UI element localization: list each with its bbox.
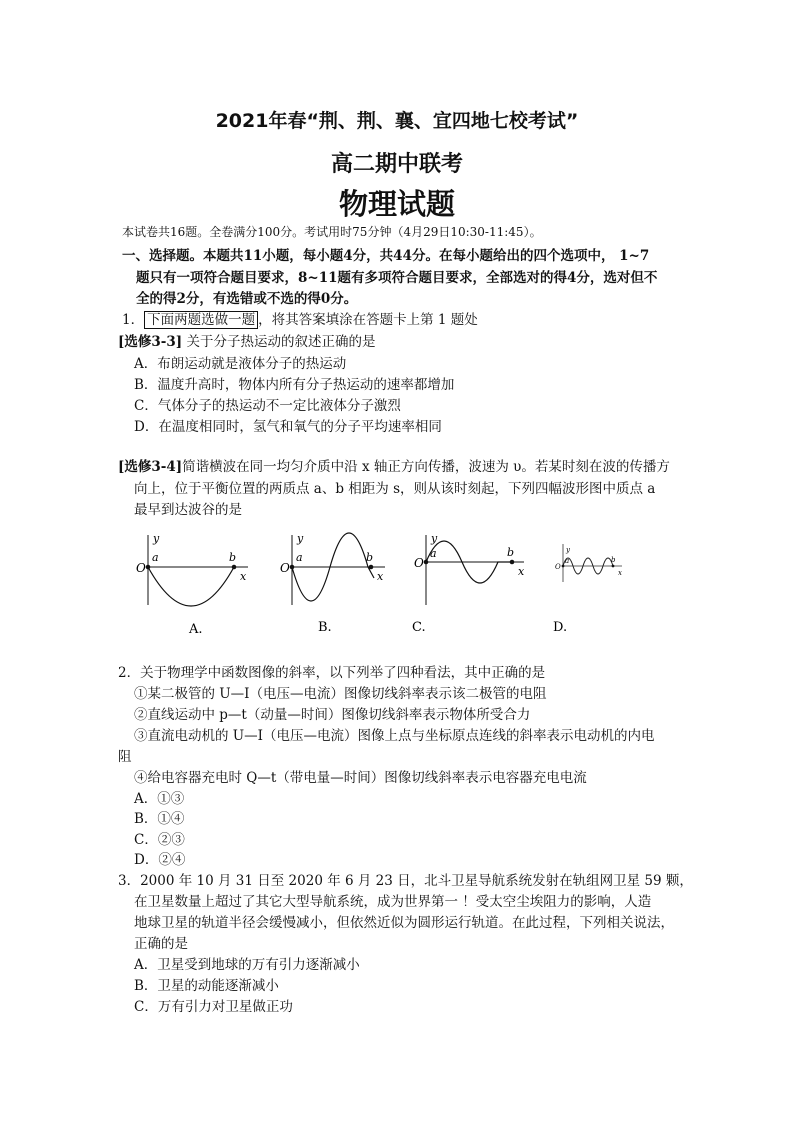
wave-graph-c bbox=[412, 532, 525, 635]
graph-c-y-label: y bbox=[431, 532, 438, 545]
graph-c-point-a bbox=[424, 560, 429, 565]
graph-c-option-label: C. bbox=[412, 620, 426, 635]
graph-a-y-label: y bbox=[153, 532, 160, 545]
q1a-text: 关于分子热运动的叙述正确的是 bbox=[182, 334, 376, 350]
q1b-stem-line2: 向上，位于平衡位置的两质点 a、b 相距为 s，则从该时刻起，下列四幅波形图中质点 a bbox=[134, 481, 656, 497]
section-heading-line1: 一、选择题。本题共11小题，每小题4分，共44分。在每小题给出的四个选项中， 1~7 bbox=[122, 248, 650, 264]
graph-d-option-label: D. bbox=[553, 620, 568, 635]
subject-title: 物理试题 bbox=[338, 187, 455, 221]
graph-a-b-label: b bbox=[229, 551, 237, 564]
q2-item-2: ②直线运动中 p—t（动量—时间）图像切线斜率表示物体所受合力 bbox=[134, 707, 531, 723]
graph-d-point-a bbox=[562, 565, 565, 568]
q1a-stem bbox=[118, 330, 375, 350]
q1a-option-d: D．在温度相同时，氢气和氧气的分子平均速率相同 bbox=[134, 419, 442, 435]
q2-item-3-cont: 阻 bbox=[118, 749, 132, 765]
q3-option-a: A．卫星受到地球的万有引力逐渐减小 bbox=[134, 957, 360, 973]
q1a-tag: [选修3-3] bbox=[118, 334, 183, 350]
graph-a-option-label: A. bbox=[189, 622, 203, 637]
wave-graph-b bbox=[280, 532, 385, 635]
q3-stem-line1: 3．2000 年 10 月 31 日至 2020 年 6 月 23 日，北斗卫星导航系统发射在轨组网卫星 59 颗， bbox=[118, 873, 693, 889]
graph-a-point-a bbox=[146, 565, 151, 570]
q2-option-b: B．①④ bbox=[134, 811, 185, 827]
q2-item-4: ④给电容器充电时 Q—t（带电量—时间）图像切线斜率表示电容器充电电流 bbox=[134, 770, 587, 786]
graph-b-y-label: y bbox=[297, 532, 304, 545]
q2-option-c: C．②③ bbox=[134, 832, 185, 848]
graph-b-x-label: x bbox=[377, 570, 384, 583]
graph-d-point-b bbox=[612, 565, 615, 568]
graph-d-origin-label: O bbox=[555, 563, 561, 571]
q2-option-d: D．②④ bbox=[134, 852, 186, 868]
q1b-stem-line1 bbox=[118, 455, 670, 475]
graph-a-a-label: a bbox=[152, 551, 159, 564]
graph-b-a-label: a bbox=[296, 551, 303, 564]
graph-c-point-b bbox=[510, 560, 515, 565]
graph-c-origin-label: O bbox=[414, 556, 424, 570]
q1a-option-c: C．气体分子的热运动不一定比液体分子激烈 bbox=[134, 398, 401, 414]
graph-b-option-label: B. bbox=[318, 620, 332, 635]
section-heading-line3: 全的得2分，有选错或不选的得0分。 bbox=[136, 291, 358, 307]
q1b-tag: [选修3-4] bbox=[118, 459, 183, 475]
q3-option-b: B．卫星的动能逐渐减小 bbox=[134, 978, 279, 994]
q1-instruction-rest: ，将其答案填涂在答题卡上第 1 题处 bbox=[258, 312, 478, 328]
graph-b-origin-label: O bbox=[280, 561, 290, 575]
q1-boxed-instruction: 下面两题选做一题 bbox=[144, 311, 258, 329]
graph-a-x-label: x bbox=[240, 570, 247, 583]
wave-graph-d bbox=[553, 544, 622, 635]
exam-title: 2021年春“荆、荆、襄、宜四地七校考试” bbox=[215, 110, 579, 132]
graph-a-point-b bbox=[232, 565, 237, 570]
graph-a-origin-label: O bbox=[136, 561, 146, 575]
graph-c-a-label: a bbox=[430, 547, 437, 560]
graph-b-b-label: b bbox=[366, 551, 374, 564]
graph-a-wave bbox=[148, 567, 234, 606]
q1b-stem-line3: 最早到达波谷的是 bbox=[134, 502, 242, 518]
graph-d-a-label: a bbox=[565, 557, 570, 565]
q3-option-c: C．万有引力对卫星做正功 bbox=[134, 999, 293, 1015]
q1a-option-b: B．温度升高时，物体内所有分子热运动的速率都增加 bbox=[134, 377, 455, 393]
section-heading-line2: 题只有一项符合题目要求，8~11题有多项符合题目要求，全部选对的得4分，选对但不 bbox=[136, 270, 658, 286]
q2-option-a: A．①③ bbox=[134, 791, 185, 807]
graph-b-point-a bbox=[290, 565, 295, 570]
q3-stem-line2: 在卫星数量上超过了其它大型导航系统，成为世界第一 ！受太空尘埃阻力的影响，人造 bbox=[134, 894, 652, 910]
graph-d-b-label: b bbox=[611, 556, 616, 564]
q3-stem-line4: 正确的是 bbox=[134, 936, 188, 952]
graph-d-x-label: x bbox=[618, 569, 622, 577]
wave-graphs bbox=[0, 520, 794, 645]
exam-subtitle: 高二期中联考 bbox=[330, 152, 463, 177]
graph-b-point-b bbox=[369, 565, 374, 570]
wave-graph-a bbox=[136, 532, 248, 637]
q2-stem: 2．关于物理学中函数图像的斜率，以下列举了四种看法，其中正确的是 bbox=[118, 665, 546, 681]
graph-c-x-label: x bbox=[518, 565, 525, 578]
q2-item-3: ③直流电动机的 U—I（电压—电流）图像上点与坐标原点连线的斜率表示电动机的内电 bbox=[134, 728, 655, 744]
q2-item-1: ①某二极管的 U—I（电压—电流）图像切线斜率表示该二极管的电阻 bbox=[134, 686, 547, 702]
q3-stem-line3: 地球卫星的轨道半径会缓慢减小，但依然近似为圆形运行轨道。在此过程，下列相关说法， bbox=[134, 915, 674, 931]
graph-c-b-label: b bbox=[507, 546, 515, 559]
graph-d-y-label: y bbox=[566, 546, 570, 554]
q1-number: 1． bbox=[122, 312, 145, 328]
q1b-text: 简谐横波在同一均匀介质中沿 x 轴正方向传播，波速为 υ。若某时刻在波的传播方 bbox=[182, 459, 670, 475]
q1a-option-a: A．布朗运动就是液体分子的热运动 bbox=[134, 356, 347, 372]
q1-stem bbox=[122, 308, 478, 328]
exam-note: 本试卷共16题。全卷满分100分。考试用时75分钟（4月29日10:30-11:45）。 bbox=[122, 225, 542, 239]
